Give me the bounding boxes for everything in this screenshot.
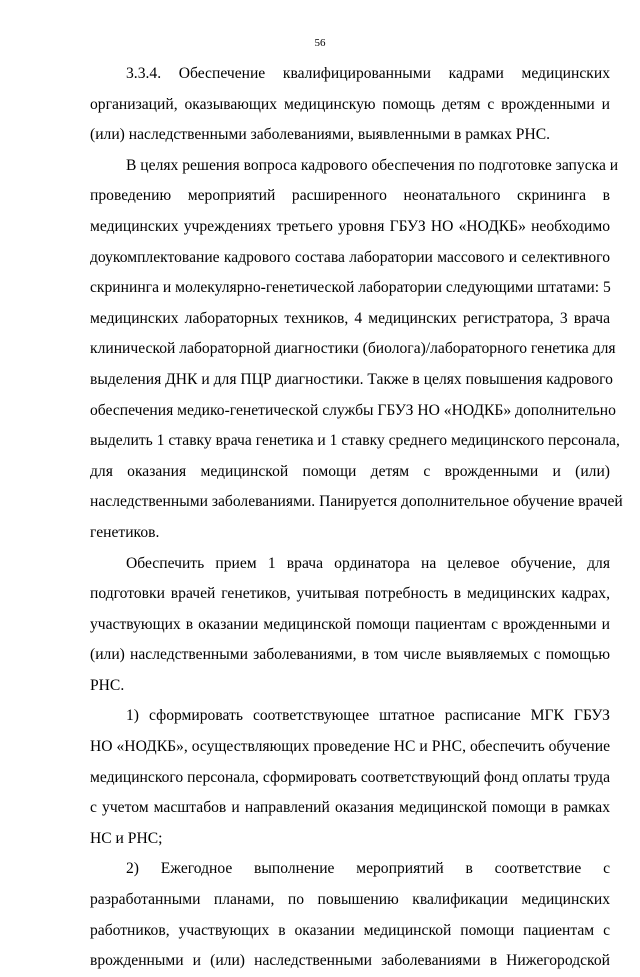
text-line: наследственными заболеваниями. Панируется дополнительное обучение врачей	[90, 493, 623, 511]
text-line: с учетом масштабов и направлений оказания медицинской помощи в рамках	[90, 799, 610, 817]
text-line: 1) сформировать соответствующее штатное расписание МГК ГБУЗ	[126, 707, 610, 725]
text-line: клинической лабораторной диагностики (биолога)/лабораторного генетика для	[90, 340, 616, 358]
text-line: врожденными и (или) наследственными заболеваниями в Нижегородской	[90, 952, 610, 970]
text-line: В целях решения вопроса кадрового обеспечения по подготовке запуска и	[126, 156, 619, 174]
text-line: генетиков.	[90, 523, 160, 541]
document-body	[90, 59, 623, 977]
text-line: Обеспечить прием 1 врача ординатора на целевое обучение, для	[126, 554, 610, 572]
text-line: скрининга и молекулярно-генетической лаборатории следующими штатами: 5	[90, 279, 611, 297]
text-line: 3.3.4. Обеспечение квалифицированными кадрами медицинских	[126, 65, 610, 82]
text-line: медицинского персонала, сформировать соответствующий фонд оплаты труда	[90, 768, 610, 786]
page-number: 56	[314, 37, 326, 49]
list-item-2	[90, 854, 610, 976]
text-line: 2) Ежегодное выполнение мероприятий в соответствие с	[126, 860, 610, 878]
residency-paragraph	[90, 549, 610, 702]
text-line: проведению мероприятий расширенного неонатального скрининга в	[90, 187, 610, 205]
text-line: (или) наследственными заболеваниями, в том числе выявляемых с помощью	[90, 646, 610, 664]
staffing-paragraph	[90, 151, 623, 549]
text-line: обеспечения медико-генетической службы ГБУЗ НО «НОДКБ» дополнительно	[90, 401, 616, 419]
text-line: работников, участвующих в оказании медицинской помощи пациентам с	[90, 921, 610, 939]
text-line: участвующих в оказании медицинской помощи пациентам с врожденными и	[90, 615, 610, 633]
text-line: выделить 1 ставку врача генетика и 1 ставку среднего медицинского персонала,	[90, 432, 620, 450]
text-line: НС и РНС;	[90, 829, 163, 847]
text-line: доукомплектование кадрового состава лаборатории массового и селективного	[90, 248, 610, 266]
section-3-3-4-paragraph	[90, 59, 610, 151]
text-line: медицинских учреждениях третьего уровня ГБУЗ НО «НОДКБ» необходимо	[90, 217, 610, 235]
text-line: НО «НОДКБ», осуществляющих проведение НС и РНС, обеспечить обучение	[90, 738, 610, 756]
text-line: РНС.	[90, 676, 125, 694]
text-line: медицинских лабораторных техников, 4 медицинских регистратора, 3 врача	[90, 309, 610, 327]
text-line: (или) наследственными заболеваниями, выявленными в рамках РНС.	[90, 126, 551, 144]
text-line: подготовки врачей генетиков, учитывая потребность в медицинских кадрах,	[90, 585, 610, 603]
text-line: организаций, оказывающих медицинскую помощь детям с врожденными и	[90, 95, 610, 113]
text-line: выделения ДНК и для ПЦР диагностики. Также в целях повышения кадрового	[90, 370, 613, 388]
list-item-1	[90, 701, 610, 854]
text-line: для оказания медицинской помощи детям с врожденными и (или)	[90, 462, 610, 480]
text-line: разработанными планами, по повышению квалификации медицинских	[90, 891, 610, 909]
